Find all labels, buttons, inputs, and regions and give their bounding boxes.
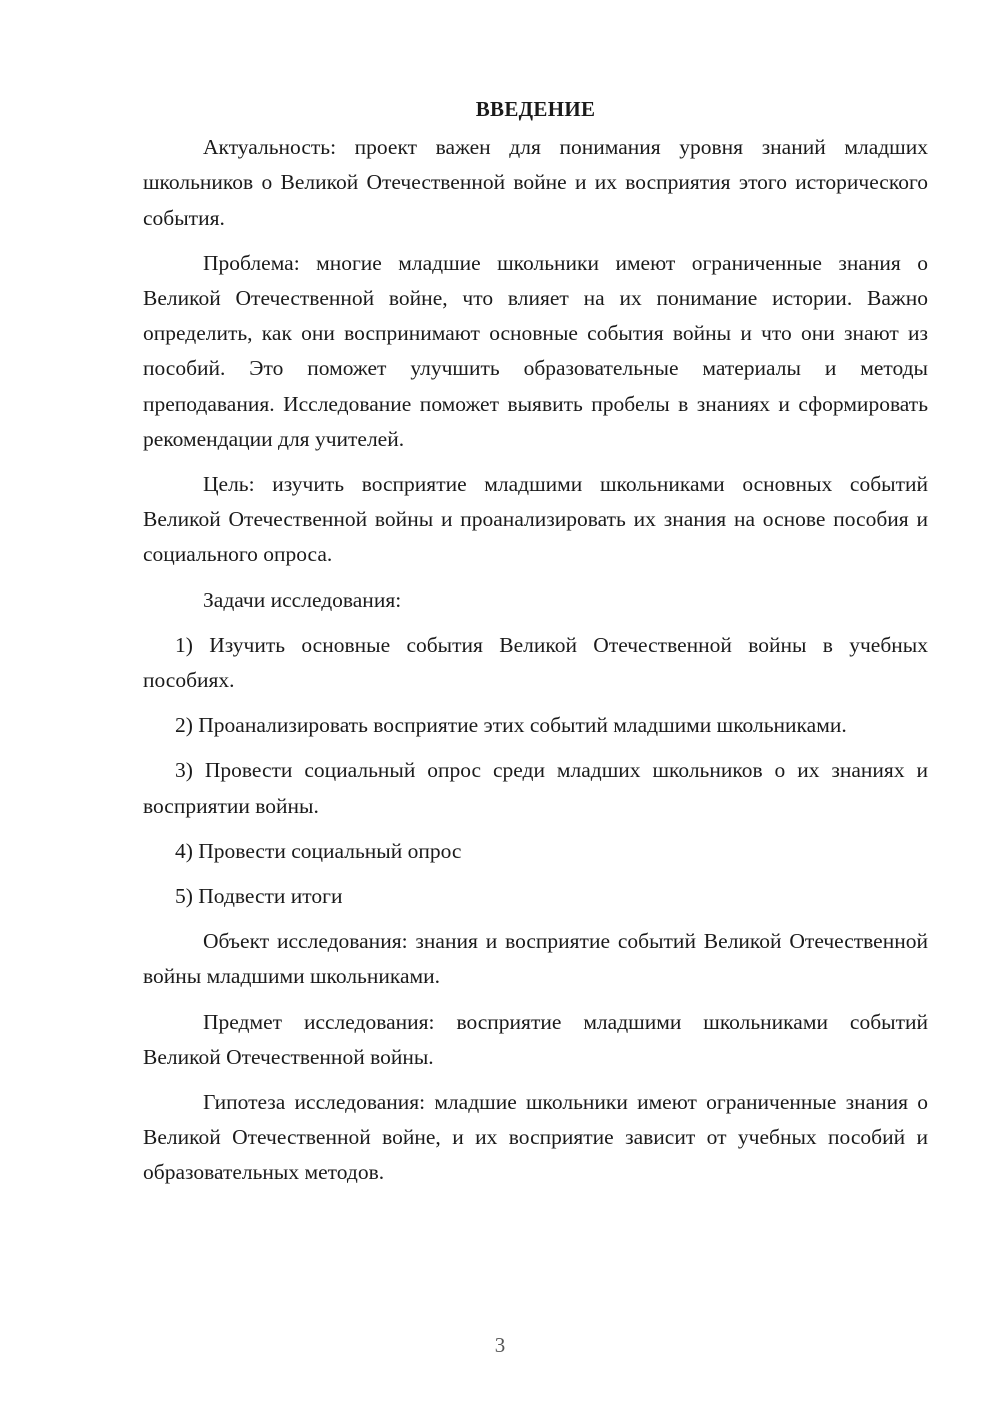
relevance-paragraph: Актуальность: проект важен для понимания уровня знаний младших школьников о Великой Отечественной войне и их восприятия этого исторического события. <box>143 135 928 230</box>
problem-paragraph: Проблема: многие младшие школьники имеют ограниченные знания о Великой Отечественной войне, что влияет на их понимание истории. Важно определить, как они воспринимают основные события войны и что они знают из пособий. Это поможет улучшить образовательные материалы и методы преподавания. Исследование поможет выявить пробелы в знаниях и сформировать рекомендации для учителей. <box>143 250 928 451</box>
hypothesis-paragraph: Гипотеза исследования: младшие школьники имеют ограниченные знания о Великой Отечественной войне, и их восприятие зависит от учебных пособий и образовательных методов. <box>143 1090 928 1185</box>
page-number: 3 <box>494 1333 506 1357</box>
subject-paragraph: Предмет исследования: восприятие младшими школьниками событий Великой Отечественной войны. <box>143 1009 928 1069</box>
task-item-5: 5) Подвести итоги <box>175 884 343 909</box>
object-paragraph: Объект исследования: знания и восприятие событий Великой Отечественной войны младшими школьниками. <box>143 929 928 989</box>
tasks-heading: Задачи исследования: <box>203 587 402 612</box>
task-item-4: 4) Провести социальный опрос <box>175 838 462 863</box>
document-page <box>143 92 928 1201</box>
goal-paragraph: Цель: изучить восприятие младшими школьниками основных событий Великой Отечественной войны и проанализировать их знания на основе пособия и социального опроса. <box>143 472 928 567</box>
task-item-3: 3) Провести социальный опрос среди младших школьников о их знаниях и восприятии войны. <box>143 758 928 818</box>
task-item-1: 1) Изучить основные события Великой Отечественной войны в учебных пособиях. <box>143 632 928 693</box>
section-title: ВВЕДЕНИЕ <box>475 97 596 121</box>
task-item-2: 2) Проанализировать восприятие этих событий младшими школьниками. <box>175 713 847 738</box>
